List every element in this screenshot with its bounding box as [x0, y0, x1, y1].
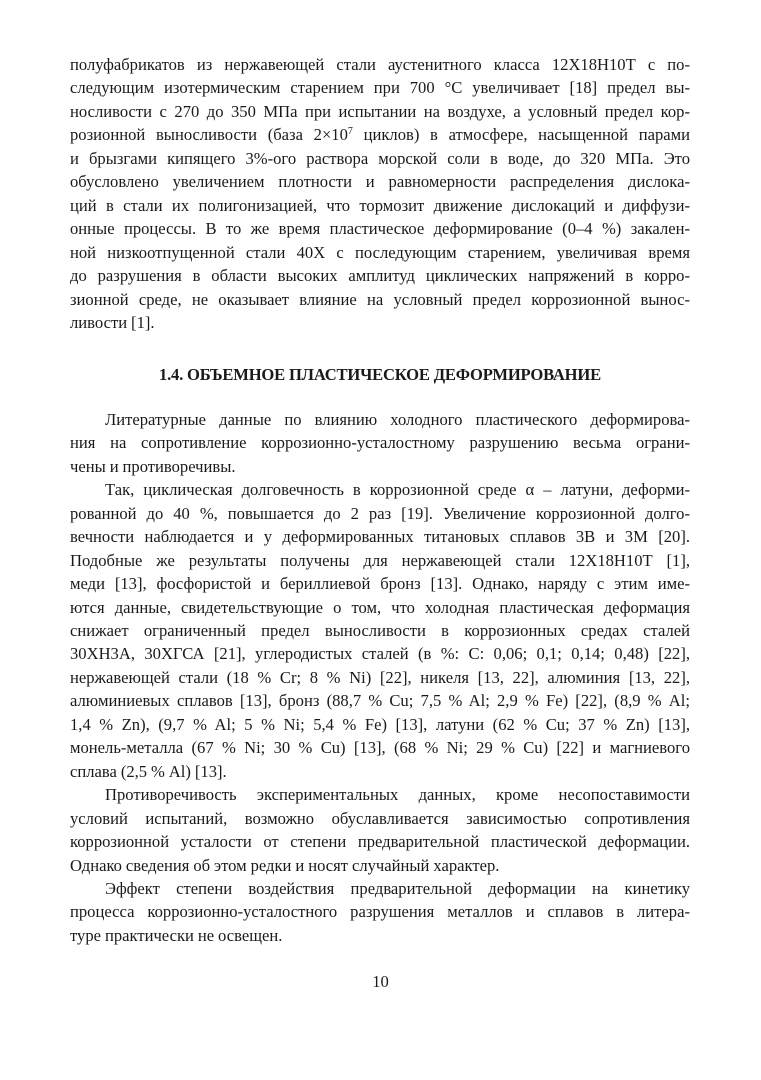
text-line: Противоречивость экспериментальных данных, кроме несопоставимости: [105, 785, 690, 805]
text-line: и брызгами кипящего 3%-ого раствора морской соли в воде, до 320 МПа. Это: [70, 148, 690, 168]
text-line: носливости с 270 до 350 МПа при испытании на воздухе, а условный предел кор-: [70, 101, 690, 121]
text-line: Однако сведения об этом редки и носят случайный характер.: [70, 855, 500, 875]
text-line: ной низкоотпущенной стали 40Х с последующим старением, увеличивая время: [70, 242, 690, 262]
text-line: Эффект степени воздействия предварительной деформации на кинетику: [105, 878, 690, 898]
paragraph-contradiction: [70, 783, 690, 877]
text-line: снижает ограниченный предел выносливости в коррозионных средах сталей: [70, 620, 690, 640]
text-line: до разрушения в области высоких амплитуд циклических напряжений в корро-: [70, 266, 690, 286]
text-line: 1,4 % Zn), (9,7 % Al; 5 % Ni; 5,4 % Fe) [13], латуни (62 % Cu; 37 % Zn) [13],: [70, 714, 690, 734]
text-line: 30ХН3А, 30ХГСА [21], углеродистых сталей (в %: С: 0,06; 0,1; 0,14; 0,48) [22],: [70, 644, 690, 664]
text-line: зионной среде, не оказывает влияние на условный предел коррозионной вынос-: [70, 289, 690, 309]
text-line: онные процессы. В то же время пластическое деформирование (0–4 %) закален-: [70, 219, 690, 239]
text-line: сплава (2,5 % Al) [13].: [70, 761, 227, 781]
text-line: вечности наблюдается и у деформированных титановых сплавов 3В и 3М [20].: [70, 527, 690, 547]
text-line: ливости [1].: [70, 312, 155, 332]
text-segment: циклов) в атмосфере, насыщенной парами: [352, 125, 690, 145]
text-line: монель-металла (67 % Ni; 30 % Cu) [13], (68 % Ni; 29 % Cu) [22] и магниевого: [70, 738, 690, 758]
text-line-with-superscript: [70, 123, 690, 146]
text-line: Литературные данные по влиянию холодного пластического деформирова-: [105, 409, 690, 429]
document-page: [70, 53, 690, 947]
continuation-paragraph: [70, 53, 690, 334]
text-line: процесса коррозионно-усталостного разрушения металлов и сплавов в литера-: [70, 902, 690, 922]
section-heading: 1.4. ОБЪЕМНОЕ ПЛАСТИЧЕСКОЕ ДЕФОРМИРОВАНИЕ: [159, 365, 601, 385]
text-line: ций в стали их полигонизацией, что тормозит движение дислокаций и диффузи-: [70, 195, 690, 215]
text-line: следующим изотермическим старением при 700 °С увеличивает [18] предел вы-: [70, 78, 690, 98]
paragraph-effect: [70, 877, 690, 947]
text-line: меди [13], фосфористой и бериллиевой бронз [13]. Однако, наряду с этим име-: [70, 574, 690, 594]
text-line: полуфабрикатов из нержавеющей стали аустенитного класса 12Х18Н10Т с по-: [70, 55, 690, 74]
paragraph-cyclic-durability: [70, 478, 690, 783]
text-line: Так, циклическая долговечность в коррозионной среде α – латуни, деформи-: [105, 480, 690, 500]
text-segment: розионной выносливости (база 2×10: [70, 125, 348, 145]
text-line: рованной до 40 %, повышается до 2 раз [19]. Увеличение коррозионной долго-: [70, 503, 690, 523]
page-number: 10: [372, 972, 389, 991]
paragraph-literature-data: [70, 408, 690, 478]
superscript-exponent: 7: [347, 126, 353, 138]
text-line: ются данные, свидетельствующие о том, что холодная пластическая деформация: [70, 597, 690, 617]
text-line: алюминиевых сплавов [13], бронз (88,7 % Cu; 7,5 % Al; 2,9 % Fe) [22], (8,9 % Al;: [70, 691, 690, 711]
text-line: условий испытаний, возможно обуславливается зависимостью сопротивления: [70, 808, 690, 828]
text-line: чены и противоречивы.: [70, 456, 236, 476]
text-line: туре практически не освещен.: [70, 925, 283, 945]
text-line: нержавеющей стали (18 % Cr; 8 % Ni) [22], никеля [13, 22], алюминия [13, 22],: [70, 667, 690, 687]
text-line: Подобные же результаты получены для нержавеющей стали 12Х18Н10Т [1],: [70, 550, 690, 570]
text-line: обусловлено увеличением плотности и равномерности распределения дислока-: [70, 172, 690, 192]
text-line: ния на сопротивление коррозионно-усталостному разрушению весьма ограни-: [70, 433, 690, 453]
text-line: коррозионной усталости от степени предварительной пластической деформации.: [70, 832, 690, 852]
